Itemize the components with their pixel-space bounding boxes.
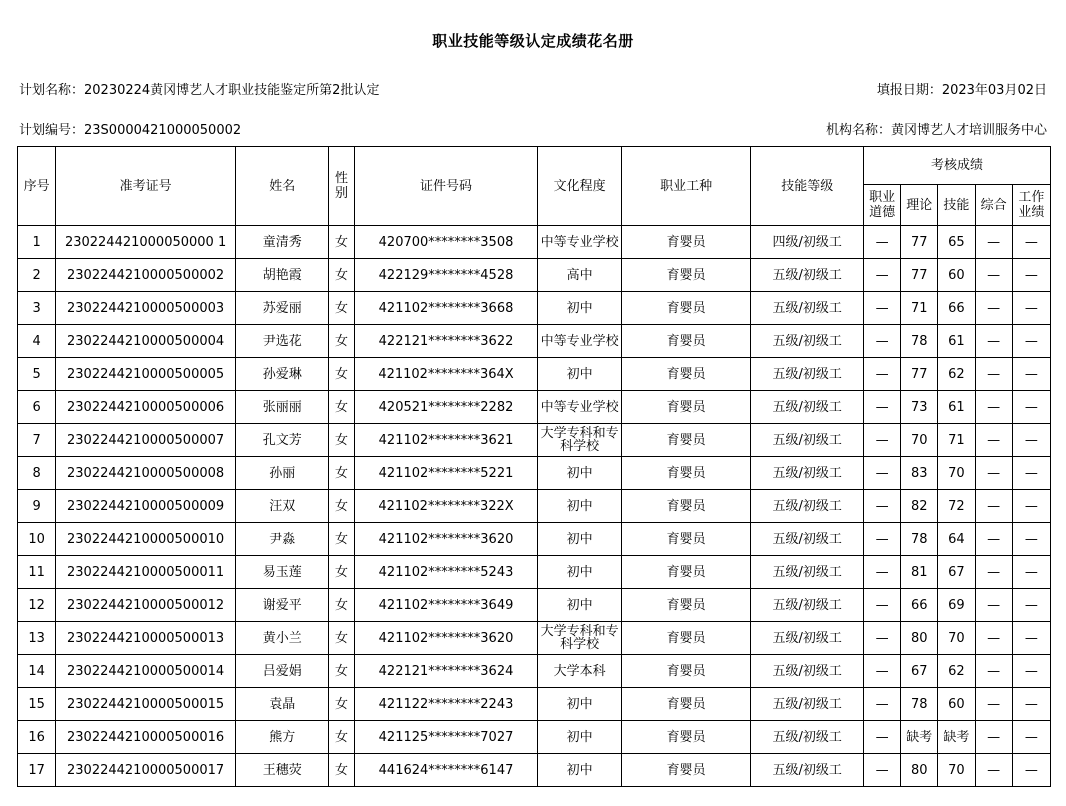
cell-education: 初中 <box>538 688 621 721</box>
cell-name: 胡艳霞 <box>236 259 329 292</box>
cell-theory: 81 <box>901 556 938 589</box>
cell-theory: 70 <box>901 424 938 457</box>
cell-skill: 61 <box>938 391 975 424</box>
cell-education: 初中 <box>538 556 621 589</box>
cell-skill-level: 五级/初级工 <box>751 622 864 655</box>
cell-skill-level: 五级/初级工 <box>751 688 864 721</box>
cell-overall: — <box>975 457 1012 490</box>
header-scores-group: 考核成绩 <box>863 147 1050 185</box>
cell-skill: 66 <box>938 292 975 325</box>
cell-seq: 7 <box>18 424 56 457</box>
cell-seq: 14 <box>18 655 56 688</box>
cell-name: 童清秀 <box>236 226 329 259</box>
cell-gender: 女 <box>329 721 354 754</box>
plan-name: 计划名称：20230224黄冈博艺人才职业技能鉴定所第2批认定 <box>19 83 380 98</box>
cell-skill-level: 五级/初级工 <box>751 424 864 457</box>
header-theory: 理论 <box>901 185 938 226</box>
cell-overall: — <box>975 589 1012 622</box>
cell-skill: 60 <box>938 688 975 721</box>
cell-work-performance: — <box>1012 391 1050 424</box>
cell-seq: 1 <box>18 226 56 259</box>
cell-work-performance: — <box>1012 259 1050 292</box>
cell-skill: 60 <box>938 259 975 292</box>
cell-id-number: 422121********3622 <box>354 325 538 358</box>
cell-id-number: 421102********3668 <box>354 292 538 325</box>
cell-theory: 83 <box>901 457 938 490</box>
cell-occupation: 育婴员 <box>621 655 751 688</box>
cell-id-number: 421125********7027 <box>354 721 538 754</box>
cell-education: 初中 <box>538 523 621 556</box>
cell-occupation: 育婴员 <box>621 754 751 787</box>
cell-ethics: — <box>863 721 900 754</box>
cell-gender: 女 <box>329 655 354 688</box>
cell-id-number: 421102********3620 <box>354 622 538 655</box>
cell-exam-number: 2302244210000500014 <box>56 655 236 688</box>
cell-overall: — <box>975 325 1012 358</box>
cell-occupation: 育婴员 <box>621 622 751 655</box>
cell-seq: 8 <box>18 457 56 490</box>
cell-education: 初中 <box>538 358 621 391</box>
cell-name: 尹淼 <box>236 523 329 556</box>
table-row <box>18 523 1051 556</box>
cell-gender: 女 <box>329 688 354 721</box>
header-skill-level: 技能等级 <box>751 147 864 226</box>
cell-skill: 61 <box>938 325 975 358</box>
cell-overall: — <box>975 358 1012 391</box>
cell-overall: — <box>975 391 1012 424</box>
cell-name: 袁晶 <box>236 688 329 721</box>
cell-ethics: — <box>863 424 900 457</box>
cell-education: 初中 <box>538 589 621 622</box>
cell-overall: — <box>975 292 1012 325</box>
cell-gender: 女 <box>329 490 354 523</box>
cell-overall: — <box>975 754 1012 787</box>
cell-theory: 80 <box>901 754 938 787</box>
cell-gender: 女 <box>329 556 354 589</box>
cell-ethics: — <box>863 490 900 523</box>
cell-overall: — <box>975 523 1012 556</box>
header-seq: 序号 <box>18 147 56 226</box>
cell-seq: 10 <box>18 523 56 556</box>
cell-ethics: — <box>863 292 900 325</box>
cell-ethics: — <box>863 226 900 259</box>
cell-ethics: — <box>863 688 900 721</box>
cell-id-number: 421102********5243 <box>354 556 538 589</box>
table-row <box>18 589 1051 622</box>
cell-skill-level: 四级/初级工 <box>751 226 864 259</box>
cell-overall: — <box>975 259 1012 292</box>
cell-id-number: 420521********2282 <box>354 391 538 424</box>
cell-exam-number: 2302244210000500004 <box>56 325 236 358</box>
header-id-number: 证件号码 <box>354 147 538 226</box>
cell-overall: — <box>975 226 1012 259</box>
cell-gender: 女 <box>329 523 354 556</box>
cell-skill: 67 <box>938 556 975 589</box>
header-skill: 技能 <box>938 185 975 226</box>
cell-work-performance: — <box>1012 490 1050 523</box>
cell-education: 初中 <box>538 754 621 787</box>
cell-name: 吕爱娟 <box>236 655 329 688</box>
cell-exam-number: 2302244210000500002 <box>56 259 236 292</box>
cell-skill: 70 <box>938 754 975 787</box>
cell-gender: 女 <box>329 754 354 787</box>
cell-theory: 80 <box>901 622 938 655</box>
cell-seq: 16 <box>18 721 56 754</box>
cell-work-performance: — <box>1012 226 1050 259</box>
cell-occupation: 育婴员 <box>621 457 751 490</box>
header-exam-number: 准考证号 <box>56 147 236 226</box>
cell-skill-level: 五级/初级工 <box>751 490 864 523</box>
cell-theory: 73 <box>901 391 938 424</box>
cell-seq: 4 <box>18 325 56 358</box>
report-date: 填报日期：2023年03月02日 <box>876 83 1047 98</box>
cell-name: 易玉莲 <box>236 556 329 589</box>
cell-gender: 女 <box>329 259 354 292</box>
header-education: 文化程度 <box>538 147 621 226</box>
cell-ethics: — <box>863 754 900 787</box>
cell-work-performance: — <box>1012 754 1050 787</box>
table-row <box>18 358 1051 391</box>
cell-skill: 缺考 <box>938 721 975 754</box>
cell-name: 苏爱丽 <box>236 292 329 325</box>
table-row <box>18 556 1051 589</box>
cell-skill: 62 <box>938 358 975 391</box>
cell-id-number: 421102********3649 <box>354 589 538 622</box>
cell-name: 尹选花 <box>236 325 329 358</box>
cell-seq: 12 <box>18 589 56 622</box>
cell-skill-level: 五级/初级工 <box>751 391 864 424</box>
cell-skill-level: 五级/初级工 <box>751 589 864 622</box>
cell-overall: — <box>975 688 1012 721</box>
cell-ethics: — <box>863 358 900 391</box>
cell-id-number: 421102********3621 <box>354 424 538 457</box>
cell-seq: 11 <box>18 556 56 589</box>
cell-skill-level: 五级/初级工 <box>751 721 864 754</box>
cell-gender: 女 <box>329 589 354 622</box>
table-row <box>18 292 1051 325</box>
table-row <box>18 391 1051 424</box>
cell-work-performance: — <box>1012 556 1050 589</box>
cell-exam-number: 230224421000050000 1 <box>56 226 236 259</box>
cell-skill-level: 五级/初级工 <box>751 754 864 787</box>
cell-name: 黄小兰 <box>236 622 329 655</box>
cell-seq: 9 <box>18 490 56 523</box>
cell-exam-number: 2302244210000500003 <box>56 292 236 325</box>
cell-seq: 2 <box>18 259 56 292</box>
table-row <box>18 424 1051 457</box>
cell-theory: 77 <box>901 226 938 259</box>
cell-work-performance: — <box>1012 622 1050 655</box>
cell-gender: 女 <box>329 391 354 424</box>
cell-seq: 3 <box>18 292 56 325</box>
cell-name: 张丽丽 <box>236 391 329 424</box>
cell-exam-number: 2302244210000500012 <box>56 589 236 622</box>
cell-theory: 67 <box>901 655 938 688</box>
cell-education: 大学专科和专科学校 <box>538 622 621 655</box>
cell-gender: 女 <box>329 457 354 490</box>
cell-occupation: 育婴员 <box>621 292 751 325</box>
cell-theory: 77 <box>901 358 938 391</box>
cell-skill-level: 五级/初级工 <box>751 655 864 688</box>
cell-exam-number: 2302244210000500016 <box>56 721 236 754</box>
plan-number: 计划编号：23S0000421000050002 <box>19 123 242 138</box>
cell-work-performance: — <box>1012 523 1050 556</box>
table-row <box>18 754 1051 787</box>
cell-education: 初中 <box>538 457 621 490</box>
cell-seq: 17 <box>18 754 56 787</box>
cell-seq: 5 <box>18 358 56 391</box>
cell-skill-level: 五级/初级工 <box>751 325 864 358</box>
page-title: 职业技能等级认定成绩花名册 <box>432 32 634 50</box>
cell-gender: 女 <box>329 424 354 457</box>
cell-ethics: — <box>863 457 900 490</box>
cell-name: 王穗荧 <box>236 754 329 787</box>
cell-name: 孙爱琳 <box>236 358 329 391</box>
cell-gender: 女 <box>329 292 354 325</box>
cell-exam-number: 2302244210000500011 <box>56 556 236 589</box>
cell-work-performance: — <box>1012 292 1050 325</box>
cell-skill: 69 <box>938 589 975 622</box>
cell-work-performance: — <box>1012 457 1050 490</box>
cell-overall: — <box>975 622 1012 655</box>
cell-education: 初中 <box>538 721 621 754</box>
cell-exam-number: 2302244210000500006 <box>56 391 236 424</box>
cell-exam-number: 2302244210000500013 <box>56 622 236 655</box>
cell-education: 初中 <box>538 490 621 523</box>
table-row <box>18 259 1051 292</box>
cell-ethics: — <box>863 523 900 556</box>
roster-body <box>18 226 1051 787</box>
cell-occupation: 育婴员 <box>621 556 751 589</box>
cell-skill: 64 <box>938 523 975 556</box>
table-row <box>18 622 1051 655</box>
cell-work-performance: — <box>1012 424 1050 457</box>
cell-ethics: — <box>863 325 900 358</box>
table-row <box>18 457 1051 490</box>
cell-overall: — <box>975 721 1012 754</box>
table-row <box>18 655 1051 688</box>
cell-skill: 71 <box>938 424 975 457</box>
cell-gender: 女 <box>329 622 354 655</box>
cell-ethics: — <box>863 556 900 589</box>
cell-overall: — <box>975 556 1012 589</box>
cell-education: 中等专业学校 <box>538 391 621 424</box>
cell-exam-number: 2302244210000500009 <box>56 490 236 523</box>
cell-ethics: — <box>863 589 900 622</box>
cell-name: 汪双 <box>236 490 329 523</box>
cell-work-performance: — <box>1012 655 1050 688</box>
cell-exam-number: 2302244210000500017 <box>56 754 236 787</box>
cell-theory: 82 <box>901 490 938 523</box>
cell-gender: 女 <box>329 226 354 259</box>
cell-education: 中等专业学校 <box>538 325 621 358</box>
cell-gender: 女 <box>329 325 354 358</box>
cell-skill: 70 <box>938 457 975 490</box>
cell-occupation: 育婴员 <box>621 490 751 523</box>
cell-name: 谢爱平 <box>236 589 329 622</box>
cell-skill-level: 五级/初级工 <box>751 358 864 391</box>
cell-seq: 6 <box>18 391 56 424</box>
header-gender: 性别 <box>329 147 354 226</box>
cell-id-number: 421102********3620 <box>354 523 538 556</box>
cell-skill-level: 五级/初级工 <box>751 292 864 325</box>
cell-occupation: 育婴员 <box>621 325 751 358</box>
cell-theory: 77 <box>901 259 938 292</box>
table-row <box>18 325 1051 358</box>
cell-skill-level: 五级/初级工 <box>751 457 864 490</box>
cell-id-number: 422121********3624 <box>354 655 538 688</box>
cell-work-performance: — <box>1012 688 1050 721</box>
cell-education: 大学本科 <box>538 655 621 688</box>
header-ethics: 职业道德 <box>863 185 900 226</box>
table-row <box>18 721 1051 754</box>
cell-seq: 15 <box>18 688 56 721</box>
cell-ethics: — <box>863 391 900 424</box>
cell-work-performance: — <box>1012 325 1050 358</box>
cell-exam-number: 2302244210000500008 <box>56 457 236 490</box>
cell-exam-number: 2302244210000500007 <box>56 424 236 457</box>
cell-education: 大学专科和专科学校 <box>538 424 621 457</box>
cell-occupation: 育婴员 <box>621 523 751 556</box>
cell-skill: 62 <box>938 655 975 688</box>
cell-education: 高中 <box>538 259 621 292</box>
cell-work-performance: — <box>1012 358 1050 391</box>
organization-name: 机构名称：黄冈博艺人才培训服务中心 <box>825 123 1047 138</box>
cell-exam-number: 2302244210000500015 <box>56 688 236 721</box>
table-row <box>18 688 1051 721</box>
cell-occupation: 育婴员 <box>621 391 751 424</box>
cell-theory: 78 <box>901 325 938 358</box>
cell-name: 孔文芳 <box>236 424 329 457</box>
cell-work-performance: — <box>1012 589 1050 622</box>
cell-id-number: 421102********322X <box>354 490 538 523</box>
cell-occupation: 育婴员 <box>621 259 751 292</box>
cell-id-number: 421102********5221 <box>354 457 538 490</box>
cell-ethics: — <box>863 259 900 292</box>
cell-skill-level: 五级/初级工 <box>751 259 864 292</box>
cell-ethics: — <box>863 622 900 655</box>
cell-theory: 78 <box>901 688 938 721</box>
cell-id-number: 421122********2243 <box>354 688 538 721</box>
cell-ethics: — <box>863 655 900 688</box>
cell-skill-level: 五级/初级工 <box>751 523 864 556</box>
table-row <box>18 226 1051 259</box>
cell-overall: — <box>975 655 1012 688</box>
cell-education: 中等专业学校 <box>538 226 621 259</box>
cell-work-performance: — <box>1012 721 1050 754</box>
cell-occupation: 育婴员 <box>621 358 751 391</box>
table-row <box>18 490 1051 523</box>
cell-occupation: 育婴员 <box>621 688 751 721</box>
cell-occupation: 育婴员 <box>621 589 751 622</box>
cell-name: 熊方 <box>236 721 329 754</box>
cell-skill: 72 <box>938 490 975 523</box>
cell-id-number: 422129********4528 <box>354 259 538 292</box>
cell-gender: 女 <box>329 358 354 391</box>
cell-id-number: 441624********6147 <box>354 754 538 787</box>
cell-overall: — <box>975 424 1012 457</box>
cell-skill: 70 <box>938 622 975 655</box>
header-occupation: 职业工种 <box>621 147 751 226</box>
cell-seq: 13 <box>18 622 56 655</box>
header-name: 姓名 <box>236 147 329 226</box>
cell-education: 初中 <box>538 292 621 325</box>
cell-id-number: 421102********364X <box>354 358 538 391</box>
cell-occupation: 育婴员 <box>621 721 751 754</box>
cell-occupation: 育婴员 <box>621 226 751 259</box>
header-overall: 综合 <box>975 185 1012 226</box>
cell-id-number: 420700********3508 <box>354 226 538 259</box>
cell-exam-number: 2302244210000500010 <box>56 523 236 556</box>
score-roster-table <box>17 146 1051 787</box>
cell-theory: 66 <box>901 589 938 622</box>
cell-theory: 71 <box>901 292 938 325</box>
cell-overall: — <box>975 490 1012 523</box>
cell-skill: 65 <box>938 226 975 259</box>
cell-exam-number: 2302244210000500005 <box>56 358 236 391</box>
cell-name: 孙丽 <box>236 457 329 490</box>
cell-theory: 78 <box>901 523 938 556</box>
cell-occupation: 育婴员 <box>621 424 751 457</box>
header-work-performance: 工作业绩 <box>1012 185 1050 226</box>
cell-skill-level: 五级/初级工 <box>751 556 864 589</box>
cell-theory: 缺考 <box>901 721 938 754</box>
